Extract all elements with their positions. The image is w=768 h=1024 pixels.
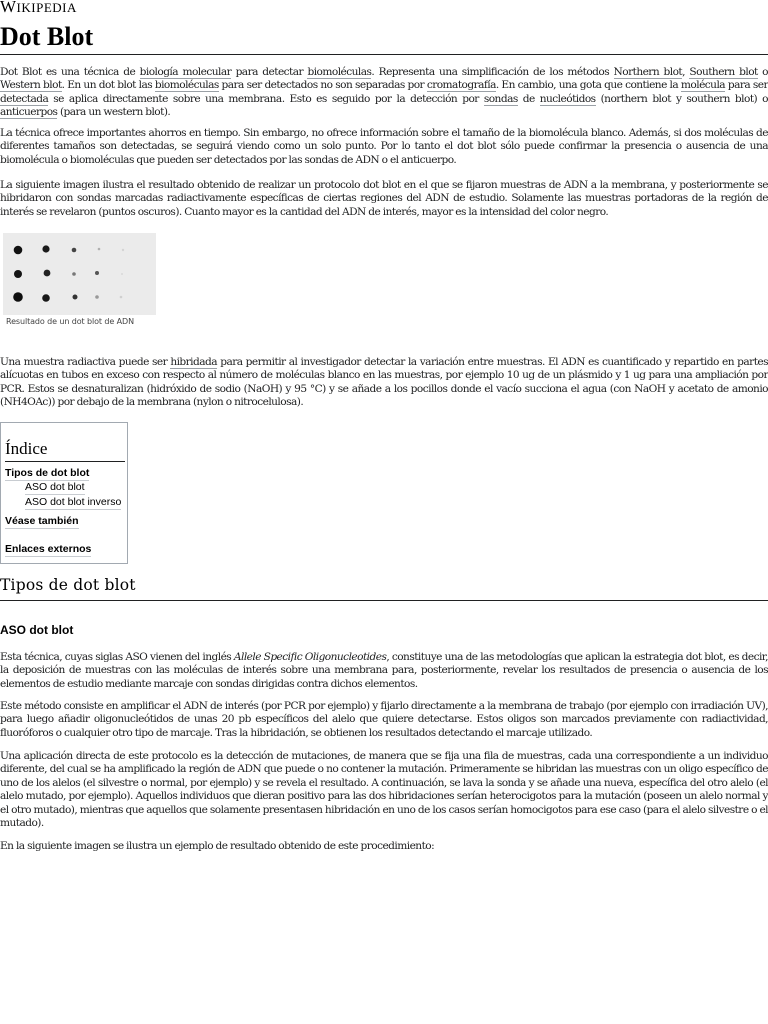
text: . Representa una simplificación de los métodos	[371, 66, 614, 78]
text: para detectar	[231, 66, 308, 78]
text: para ser detectados no son separadas por	[218, 79, 427, 92]
link-cromatografia[interactable]: cromatografía	[426, 79, 496, 92]
toc-item-aso-inverso[interactable]	[25, 496, 121, 510]
text: . En cambio, una gota que contiene la	[495, 79, 681, 92]
paragraph-aso-ejemplo: En la siguiente imagen se ilustra un ejemplo de resultado obtenido de este procedimiento:	[0, 840, 435, 852]
text: (para un western blot).	[57, 106, 171, 119]
toc-item-vease[interactable]	[5, 515, 79, 529]
paragraph-ahorros: La técnica ofrece importantes ahorros en tiempo. Sin embargo, no ofrece información sobre el tamaño de la biomolécula blanco. Además, si dos moléculas de diferentes tamaños son detectadas, se seguirá viendo como un solo punto. Por lo tanto el dot blot sólo puede confirmar la presencia o ausencia de una biomolécula o biomoléculas que pueden ser detectados por las sondas de ADN o el anticuerpo.	[0, 127, 768, 166]
toc-item-tipos[interactable]	[5, 467, 89, 481]
toc-label: ASO dot blot	[25, 481, 85, 493]
text: Esta técnica, cuyas siglas ASO vienen del inglés	[0, 651, 234, 663]
text: (northern blot y southern blot) o	[595, 92, 768, 105]
wordmark-rest: IKIPEDIA	[16, 0, 77, 15]
wikipedia-wordmark[interactable]	[0, 0, 77, 17]
link-biomoleculas-2[interactable]: biomoléculas	[154, 79, 219, 92]
wordmark-initial: W	[0, 0, 17, 16]
text: . En un dot blot las	[61, 79, 155, 92]
paragraph-aso-aplicacion: Una aplicación directa de este protocolo es la detección de mutaciones, de manera que se fija una fila de muestras, cada una correspondiente a un individuo diferente, del cual se ha amplificado la región de ADN que puede o no contener la mutación. Primeramente se hibridan las muestras con un oligo específico de uno de los alelos (el silvestre o normal, por ejemplo) y se revela el resultado. A continuación, se lava la sonda y se añade una nueva, específica del otro alelo (el alelo mutado, por ejemplo). Aquellos individuos que dieran positivo para las dos hibridaciones serían heterocigotos para la mutación (poseen un alelo normal y el otro mutado), mientras que aquellos que solamente presentasen hibridación en uno de los casos serían homocigotos para ese caso (para el alelo silvestre o el mutado).	[0, 750, 768, 830]
text: se aplica directamente sobre una membrana. Esto es seguido por la detección por	[48, 92, 484, 105]
toc-title: Índice	[5, 439, 48, 458]
link-southern-blot[interactable]: Southern blot	[689, 66, 758, 78]
paragraph-radiactiva	[0, 356, 768, 410]
link-hibridada[interactable]: hibridada	[170, 356, 218, 368]
toc-item-enlaces[interactable]	[5, 543, 91, 557]
text: Una muestra radiactiva puede ser	[0, 356, 171, 368]
link-molecula[interactable]: molécula	[680, 79, 726, 92]
toc-label: Enlaces externos	[5, 543, 92, 555]
toc-divider	[5, 461, 125, 462]
link-anticuerpos[interactable]: anticuerpos	[0, 106, 58, 119]
link-biomoleculas[interactable]: biomoléculas	[307, 66, 372, 78]
toc-item-aso[interactable]	[25, 481, 85, 495]
text: para ser	[725, 79, 768, 92]
text: , constituye una de las metodologías que aplican la estrategia dot blot, es decir, la deposición de muestras con las moléculas de interés sobre una membrana para, posteriormente, revelar los resultados de presencia o ausencia de los elementos de estudio mediante marcaje con sondas dirigidas contra dichos elementos.	[0, 651, 768, 690]
intro-paragraph	[0, 66, 768, 120]
emphasis-aso: Allele Specific Oligonucleotides	[233, 651, 387, 663]
toc-label: Véase también	[5, 515, 79, 527]
link-northern-blot[interactable]: Northern blot	[613, 66, 683, 78]
text: de	[517, 92, 540, 105]
image-caption: Resultado de un dot blot de ADN	[6, 317, 134, 326]
text: Dot Blot es una técnica de	[0, 66, 140, 78]
link-biologia-molecular[interactable]: biología molecular	[139, 66, 232, 78]
text: ,	[682, 66, 690, 78]
section-divider	[0, 600, 768, 601]
link-detectada[interactable]: detectada	[0, 92, 49, 105]
table-of-contents	[0, 422, 128, 564]
subsection-heading-aso: ASO dot blot	[0, 623, 74, 637]
link-sondas[interactable]: sondas	[483, 92, 518, 105]
text: para permitir al investigador detectar la variación entre muestras. El ADN es cuantificado y repartido en partes alícuotas en tubos en exceso con respecto al número de moléculas blanco en las muestras, por ejemplo 10 ug de un plásmido y 1 ug para una ampliación por PCR. Estos se desnaturalizan (hidróxido de sodio (NaOH) y 95 °C) y se añade a los pocillos donde el vacío succiona el agua (con NaOH y acetato de amonio (NH4OAc)) por debajo de la membrana (nylon o nitrocelulosa).	[0, 356, 768, 409]
toc-label: Tipos de dot blot	[5, 467, 90, 479]
toc-label: ASO dot blot inverso	[25, 496, 122, 508]
section-heading-tipos: Tipos de dot blot	[0, 576, 136, 594]
paragraph-aso-intro	[0, 651, 768, 691]
link-nucleotidos[interactable]: nucleótidos	[539, 92, 596, 105]
title-divider	[0, 54, 768, 55]
page-title: Dot Blot	[0, 22, 94, 51]
text: o	[757, 66, 768, 78]
link-western-blot[interactable]: Western blot	[0, 79, 62, 92]
paragraph-imagen: La siguiente imagen ilustra el resultado obtenido de realizar un protocolo dot blot en el que se fijaron muestras de ADN a la membrana, y posteriormente se hibridaron con sondas marcadas radiactivamente específicas de ciertas regiones del ADN de estudio. Solamente las muestras portadoras de la región de interés se revelaron (puntos oscuros). Cuanto mayor es la cantidad del ADN de interés, mayor es la intensidad del color negro.	[0, 179, 768, 218]
paragraph-aso-metodo: Este método consiste en amplificar el ADN de interés (por PCR por ejemplo) y fijarlo directamente a la membrana de trabajo (por ejemplo con irradiación UV), para luego añadir oligonucleótidos de unas 20 pb específicos del alelo que quiere detectarse. Estos oligos son marcados previamente con radiactividad, fluoróforos o cualquier otro tipo de marcaje. Tras la hibridación, se obtienen los resultados detectando el marcaje utilizado.	[0, 700, 768, 739]
dot-blot-image[interactable]	[3, 233, 156, 315]
dot-blot-graphic	[3, 233, 156, 315]
